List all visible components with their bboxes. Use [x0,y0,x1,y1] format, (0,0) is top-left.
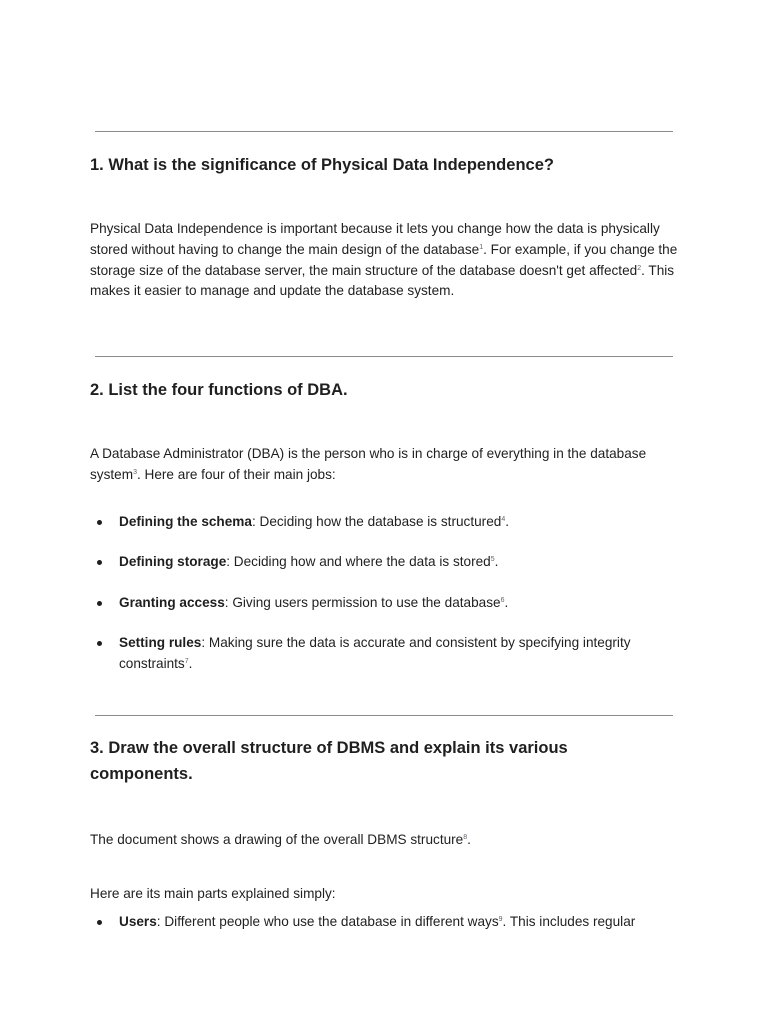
list-item-text: . [188,655,193,671]
section-1-paragraph [90,219,680,302]
section-3-subintro: Here are its main parts explained simply: [90,886,336,901]
section-3-heading: 3. Draw the overall structure of DBMS and explain its various components. [90,739,568,783]
section-2-intro [90,444,680,486]
paragraph-text: A Database Administrator (DBA) is the person who is in charge of everything in the database system [90,446,647,482]
list-item-text: . [505,514,510,529]
paragraph-text: . This makes it easier to manage and update the database system. [90,262,675,299]
footnote-ref[interactable]: 4 [501,516,506,523]
list-item-term: Defining the schema [119,514,252,529]
paragraph-text: . Here are four of their main jobs: [136,466,336,482]
bullet-icon [97,641,102,646]
bullet-icon [97,520,102,525]
section-divider [95,715,673,716]
list-item-text: : Deciding how and where the data is stored [226,554,491,569]
footnote-ref[interactable]: 5 [490,556,495,563]
footnote-ref[interactable]: 9 [498,916,503,923]
footnote-ref[interactable]: 2 [637,264,642,272]
paragraph-text: The document shows a drawing of the overall DBMS structure [90,832,464,847]
list-item-text: : Deciding how the database is structured [251,514,502,529]
section-3-paragraph [90,830,680,851]
list-item-term: Setting rules [119,635,202,650]
paragraph-text: . For example, if you change the storage size of the database server, the main structure of the database doesn't get affected [90,241,678,278]
footnote-ref[interactable]: 3 [133,468,137,476]
list-item [90,552,680,573]
section-divider [95,356,673,357]
list-item-text: : Different people who use the database in different ways [156,914,499,929]
list-item-term: Defining storage [119,554,227,569]
list-item-text: : Giving users permission to use the database [224,595,501,610]
bullet-icon [97,920,102,925]
list-item-term: Granting access [119,595,225,610]
list-item-text: : Making sure the data is accurate and consistent by specifying integrity constraints [119,635,631,671]
footnote-ref[interactable]: 8 [463,834,468,841]
list-item-text: . This includes regular [502,914,636,929]
list-item [90,593,680,614]
list-item [90,633,680,675]
list-item-text: . [504,595,509,610]
list-item-term: Users [119,914,157,929]
section-divider [95,131,673,132]
list-item [90,912,680,933]
footnote-ref[interactable]: 7 [184,657,189,665]
footnote-ref[interactable]: 6 [500,597,505,604]
list-item-text: . [494,554,499,569]
footnote-ref[interactable]: 1 [479,243,484,251]
paragraph-text: . [467,832,471,847]
section-1-heading: 1. What is the significance of Physical Data Independence? [90,156,554,174]
bullet-icon [97,560,102,565]
list-item [90,512,680,533]
paragraph-text: Physical Data Independence is important because it lets you change how the data is physically stored without having to change the main design of the database [90,221,660,257]
bullet-icon [97,601,102,606]
section-2-heading: 2. List the four functions of DBA. [90,381,348,399]
